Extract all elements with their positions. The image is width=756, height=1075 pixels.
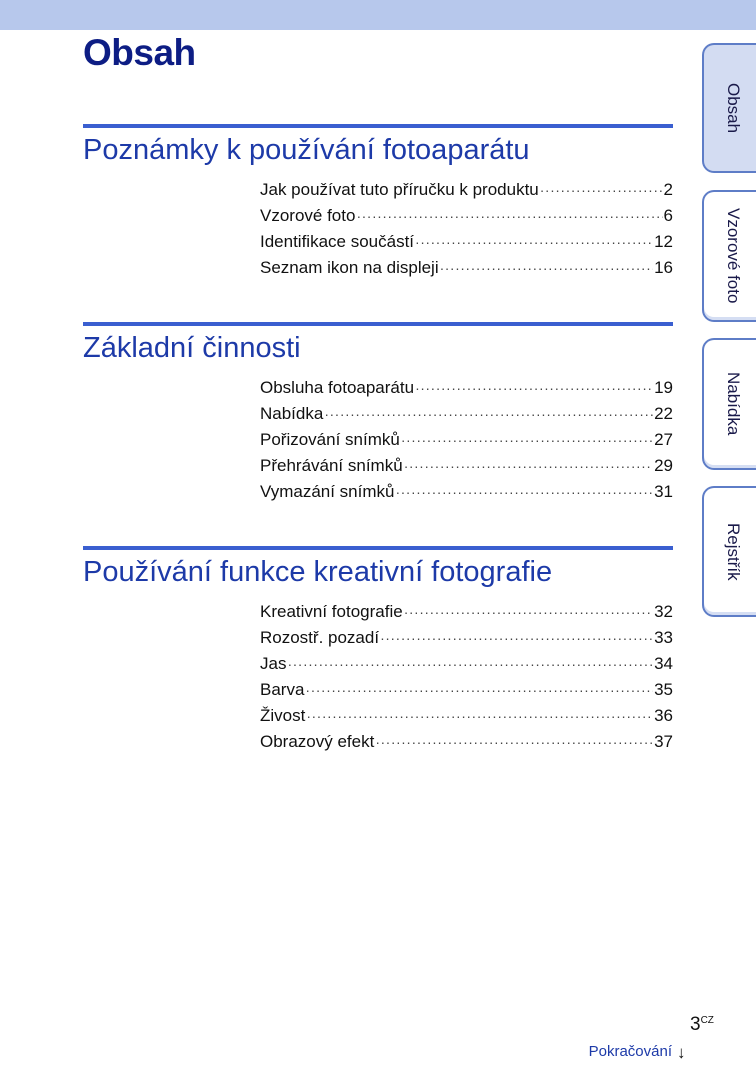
tab-vzorove-foto[interactable] bbox=[702, 190, 756, 322]
page-title: Obsah bbox=[83, 32, 196, 73]
toc-entry-label: Živost bbox=[260, 706, 306, 725]
toc-entry-label: Obrazový efekt bbox=[260, 732, 375, 751]
dot-leader bbox=[401, 427, 653, 453]
toc-entry-page: 32 bbox=[654, 602, 673, 621]
toc-entry[interactable] bbox=[260, 453, 673, 479]
tab-label: Rejstřík bbox=[724, 522, 743, 581]
toc-entry[interactable] bbox=[260, 625, 673, 651]
toc-section-notes bbox=[83, 124, 673, 281]
toc-entry-page: 19 bbox=[654, 378, 673, 397]
toc-entry[interactable] bbox=[260, 255, 673, 281]
section-divider bbox=[83, 546, 673, 550]
section-heading[interactable]: Poznámky k používání fotoaparátu bbox=[83, 134, 530, 166]
toc-entry-page: 29 bbox=[654, 456, 673, 475]
toc-entry-page: 31 bbox=[654, 482, 673, 501]
dot-leader bbox=[404, 599, 653, 625]
dot-leader bbox=[380, 625, 653, 651]
tab-obsah[interactable] bbox=[702, 43, 756, 173]
section-heading[interactable]: Základní činnosti bbox=[83, 332, 301, 364]
toc-entry-page: 6 bbox=[663, 206, 673, 225]
dot-leader bbox=[356, 203, 662, 229]
dot-leader bbox=[287, 651, 653, 677]
toc-entry-label: Přehrávání snímků bbox=[260, 456, 403, 475]
dot-leader bbox=[375, 729, 653, 755]
toc-entry-label: Seznam ikon na displeji bbox=[260, 258, 439, 277]
toc-entry[interactable] bbox=[260, 651, 673, 677]
toc-entry[interactable] bbox=[260, 375, 673, 401]
tab-label: Nabídka bbox=[724, 372, 743, 436]
toc-entry-label: Obsluha fotoaparátu bbox=[260, 378, 415, 397]
toc-entry-label: Pořizování snímků bbox=[260, 430, 400, 449]
section-divider bbox=[83, 322, 673, 326]
continued-link[interactable]: Pokračování bbox=[588, 1043, 672, 1060]
arrow-down-icon: ↓ bbox=[677, 1043, 686, 1062]
toc-entry-label: Barva bbox=[260, 680, 305, 699]
toc-entry-page: 16 bbox=[654, 258, 673, 277]
toc-entry-page: 22 bbox=[654, 404, 673, 423]
toc-entry-label: Nabídka bbox=[260, 404, 324, 423]
toc-entry[interactable] bbox=[260, 427, 673, 453]
toc-entry-label: Kreativní fotografie bbox=[260, 602, 403, 621]
dot-leader bbox=[395, 479, 653, 505]
toc-entry-page: 35 bbox=[654, 680, 673, 699]
toc-entry[interactable] bbox=[260, 203, 673, 229]
toc-entry[interactable] bbox=[260, 177, 673, 203]
tab-label: Obsah bbox=[724, 82, 743, 134]
toc-entry-page: 36 bbox=[654, 706, 673, 725]
dot-leader bbox=[324, 401, 653, 427]
dot-leader bbox=[415, 229, 653, 255]
section-heading[interactable]: Používání funkce kreativní fotografie bbox=[83, 556, 553, 588]
toc-entry[interactable] bbox=[260, 729, 673, 755]
page-number bbox=[690, 1014, 714, 1036]
toc-entry-page: 37 bbox=[654, 732, 673, 751]
toc-entry-page: 12 bbox=[654, 232, 673, 251]
dot-leader bbox=[305, 677, 653, 703]
toc-entry-label: Vzorové foto bbox=[260, 206, 356, 225]
page-number-suffix: CZ bbox=[700, 1015, 714, 1026]
toc-entry[interactable] bbox=[260, 703, 673, 729]
toc-section-creative bbox=[83, 546, 673, 755]
toc-entry[interactable] bbox=[260, 401, 673, 427]
dot-leader bbox=[404, 453, 653, 479]
toc-entry-label: Identifikace součástí bbox=[260, 232, 415, 251]
toc-entry-list bbox=[260, 599, 673, 755]
toc-entry-page: 34 bbox=[654, 654, 673, 673]
tab-nabidka[interactable] bbox=[702, 338, 756, 470]
toc-entry-label: Rozostř. pozadí bbox=[260, 628, 380, 647]
toc-entry-label: Vymazání snímků bbox=[260, 482, 395, 501]
toc-entry-label: Jak používat tuto příručku k produktu bbox=[260, 180, 539, 199]
toc-entry-page: 33 bbox=[654, 628, 673, 647]
dot-leader bbox=[415, 375, 653, 401]
toc-entry-list bbox=[260, 375, 673, 505]
page-number-value: 3 bbox=[690, 1014, 701, 1035]
top-banner bbox=[0, 0, 756, 30]
toc-entry-list bbox=[260, 177, 673, 281]
toc-entry-label: Jas bbox=[260, 654, 287, 673]
tab-rejstrik[interactable] bbox=[702, 486, 756, 617]
tab-label: Vzorové foto bbox=[724, 208, 743, 304]
toc-entry[interactable] bbox=[260, 229, 673, 255]
toc-entry[interactable] bbox=[260, 599, 673, 625]
dot-leader bbox=[306, 703, 653, 729]
toc-entry[interactable] bbox=[260, 677, 673, 703]
toc-entry-page: 2 bbox=[663, 180, 673, 199]
dot-leader bbox=[440, 255, 653, 281]
toc-entry[interactable] bbox=[260, 479, 673, 505]
section-divider bbox=[83, 124, 673, 128]
toc-section-basics bbox=[83, 322, 673, 505]
dot-leader bbox=[540, 177, 663, 203]
toc-entry-page: 27 bbox=[654, 430, 673, 449]
